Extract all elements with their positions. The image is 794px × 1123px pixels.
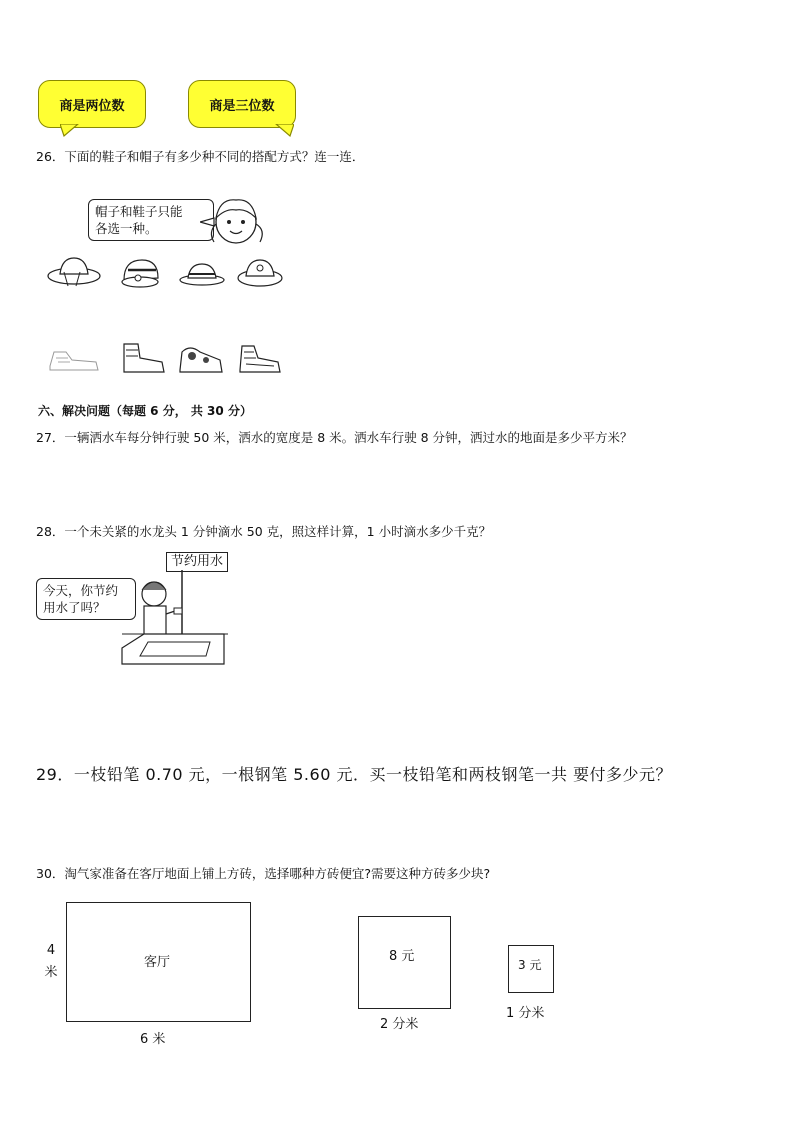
hat-4-icon [236, 256, 284, 290]
hat-1-icon [46, 254, 102, 290]
small-tile-price: 3 元 [518, 958, 542, 972]
living-room-label: 客厅 [144, 955, 171, 970]
water-saving-sign: 节约用水 [166, 552, 228, 572]
question-26: 26．下面的鞋子和帽子有多少种不同的搭配方式？连一连． [36, 149, 365, 164]
boy-speech-bubble [36, 578, 136, 620]
small-tile-side-label: 1 分米 [506, 1006, 545, 1021]
question-27: 27．一辆洒水车每分钟行驶 50 米，洒水的宽度是 8 米。洒水车行驶 8 分钟，洒过水的地面是多少平方米？ [36, 430, 633, 445]
shoe-3-icon [176, 340, 226, 376]
shoe-4-icon [234, 338, 284, 376]
speech-line: 今天，你节约 [43, 583, 119, 598]
quotient-three-digit-bubble: 商是三位数 [188, 80, 296, 128]
speech-line: 各选一种。 [95, 221, 158, 236]
big-tile-price: 8 元 [389, 949, 415, 964]
room-height-unit: 米 [44, 965, 58, 980]
room-height-label [44, 940, 58, 984]
shoe-1-icon [46, 342, 102, 374]
bubble-tail [274, 124, 294, 138]
speech-line: 帽子和鞋子只能 [95, 204, 183, 219]
room-width-label: 6 米 [140, 1032, 166, 1047]
girl-face-icon [200, 194, 270, 254]
bubble-tail [60, 124, 80, 138]
question-28: 28．一个未关紧的水龙头 1 分钟滴水 50 克，照这样计算，1 小时滴水多少千克？ [36, 524, 492, 539]
section-heading: 六、解决问题（每题 6 分， 共 30 分） [38, 404, 252, 418]
shoe-2-icon [116, 338, 168, 376]
quotient-two-digit-bubble: 商是两位数 [38, 80, 146, 128]
question-29: 29．一枝铅笔 0.70 元，一根钢笔 5.60 元．买一枝铅笔和两枝钢笔一共 要付多少元？ [36, 765, 673, 784]
faucet-boy-illustration [120, 570, 230, 680]
hat-3-icon [178, 260, 226, 288]
question-30: 30．淘气家准备在客厅地面上铺上方砖，选择哪种方砖便宜?需要这种方砖多少块? [36, 866, 491, 881]
room-height-value: 4 [46, 943, 56, 958]
girl-speech-bubble [88, 199, 214, 241]
big-tile-side-label: 2 分米 [380, 1017, 419, 1032]
hat-2-icon [118, 256, 162, 290]
speech-line: 用水了吗？ [43, 600, 106, 615]
